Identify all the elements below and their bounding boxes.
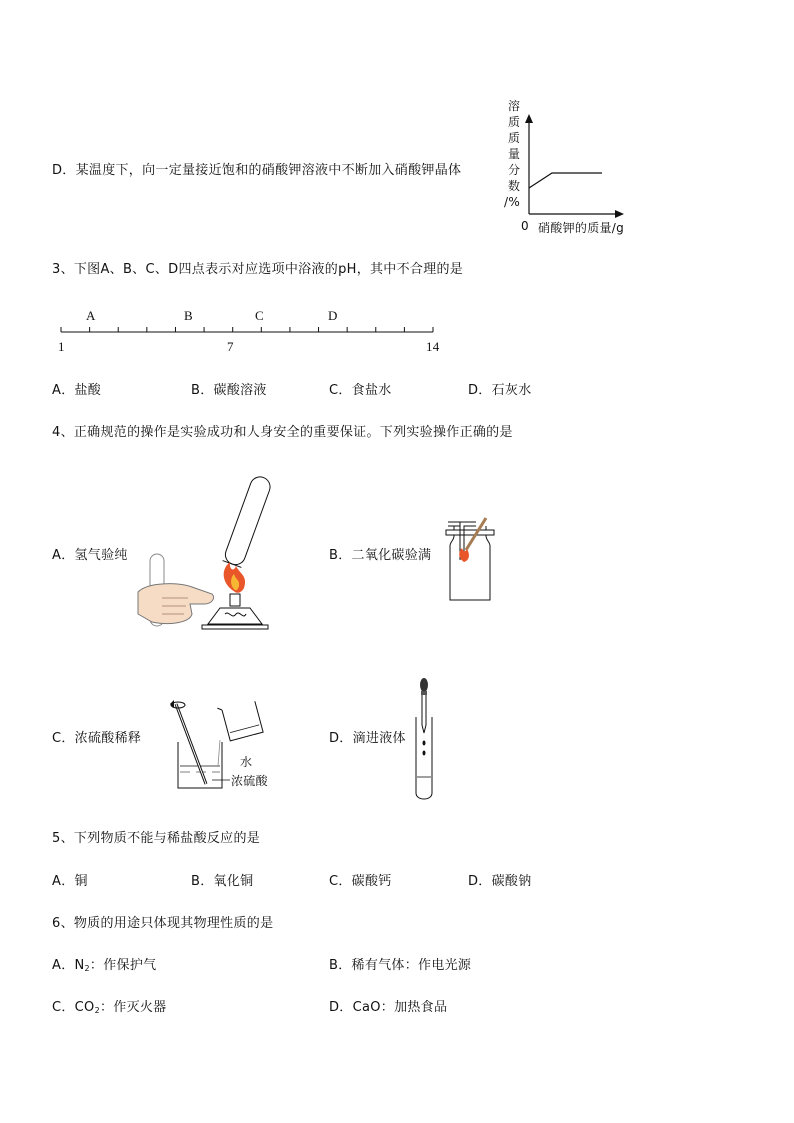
curve-line <box>529 173 602 188</box>
label-water: 水 <box>240 755 253 769</box>
x-axis-label: 硝酸钾的质量/g <box>538 221 625 235</box>
flame-icon <box>224 562 245 593</box>
y-axis-label-7: /% <box>504 195 521 209</box>
dropper-figure <box>410 677 440 802</box>
y-axis-label-4: 量 <box>508 147 521 161</box>
gas-bottle-icon <box>446 526 494 600</box>
drops-icon <box>423 741 426 756</box>
y-axis-label-6: 数 <box>508 179 521 193</box>
ph-point-a-label: A <box>86 308 96 323</box>
q6-option-a-suffix: ：作保护气 <box>89 958 157 973</box>
q4-option-c: C．浓硫酸稀释 <box>52 731 142 746</box>
q6-option-c-suffix: ：作灭火器 <box>99 1000 167 1015</box>
y-axis-label-1: 溶 <box>508 99 521 113</box>
q5-stem: 5、下列物质不能与稀盐酸反应的是 <box>52 831 261 846</box>
q3-option-b: B．碳酸溶液 <box>191 383 267 398</box>
pouring-beaker-icon <box>217 698 263 742</box>
ph-point-b-label: B <box>184 308 193 323</box>
q6-option-a-subscript: 2 <box>84 964 90 973</box>
q6-stem: 6、物质的用途只体现其物理性质的是 <box>52 916 274 931</box>
q5-option-a: A．铜 <box>52 874 88 889</box>
x-axis-arrow <box>615 210 624 218</box>
q4-stem: 4、正确规范的操作是实验成功和人身安全的重要保证。下列实验操作正确的是 <box>52 425 513 440</box>
dropper-icon <box>420 678 428 733</box>
y-axis-label-5: 分 <box>508 163 521 177</box>
co2-full-test-figure <box>440 514 500 604</box>
q4-option-d: D．滴进液体 <box>329 731 406 746</box>
q3-option-a: A．盐酸 <box>52 383 102 398</box>
q5-option-b: B．氧化铜 <box>191 874 254 889</box>
y-axis-arrow <box>525 114 533 123</box>
origin-label: 0 <box>521 219 529 233</box>
y-axis-label-3: 质 <box>508 131 521 145</box>
ph-point-c-label: C <box>255 308 264 323</box>
q6-option-c <box>52 1000 167 1019</box>
q6-option-c-subscript: 2 <box>94 1006 100 1015</box>
q5-option-d: D．碳酸钠 <box>468 874 532 889</box>
ph-end-label: 14 <box>426 339 440 354</box>
q3-stem: 3、下图A、B、C、D四点表示对应选项中浴液的pH，其中不合理的是 <box>52 262 464 277</box>
label-acid: 浓硫酸 <box>231 774 268 788</box>
q6-option-b: B．稀有气体：作电光源 <box>329 958 472 973</box>
q4-option-b: B．二氧化碳验满 <box>329 548 432 563</box>
ph-point-d-label: D <box>328 308 338 323</box>
ph-start-label: 1 <box>58 339 65 354</box>
test-tube-icon <box>223 474 273 567</box>
q3-option-c: C．食盐水 <box>329 383 392 398</box>
q6-option-a <box>52 958 156 977</box>
ph-mid-label: 7 <box>227 339 234 354</box>
water-stream <box>218 740 220 766</box>
q6-option-d: D．CaO：加热食品 <box>329 1000 448 1015</box>
q3-option-d: D．石灰水 <box>468 383 532 398</box>
ph-scale <box>56 305 446 355</box>
q6-option-c-prefix: C．CO <box>52 1000 95 1015</box>
q2-option-d: D．某温度下，向一定量接近饱和的硝酸钾溶液中不断加入硝酸钾晶体 <box>52 163 462 178</box>
q5-option-c: C．碳酸钙 <box>329 874 392 889</box>
glass-rod-icon <box>170 700 206 784</box>
q6-option-a-prefix: A．N <box>52 958 85 973</box>
hydrogen-purity-test-figure <box>132 474 282 639</box>
y-axis-label-2: 质 <box>508 115 521 129</box>
q4-option-a: A．氢气验纯 <box>52 548 128 563</box>
hand-with-tube-icon <box>138 554 214 626</box>
